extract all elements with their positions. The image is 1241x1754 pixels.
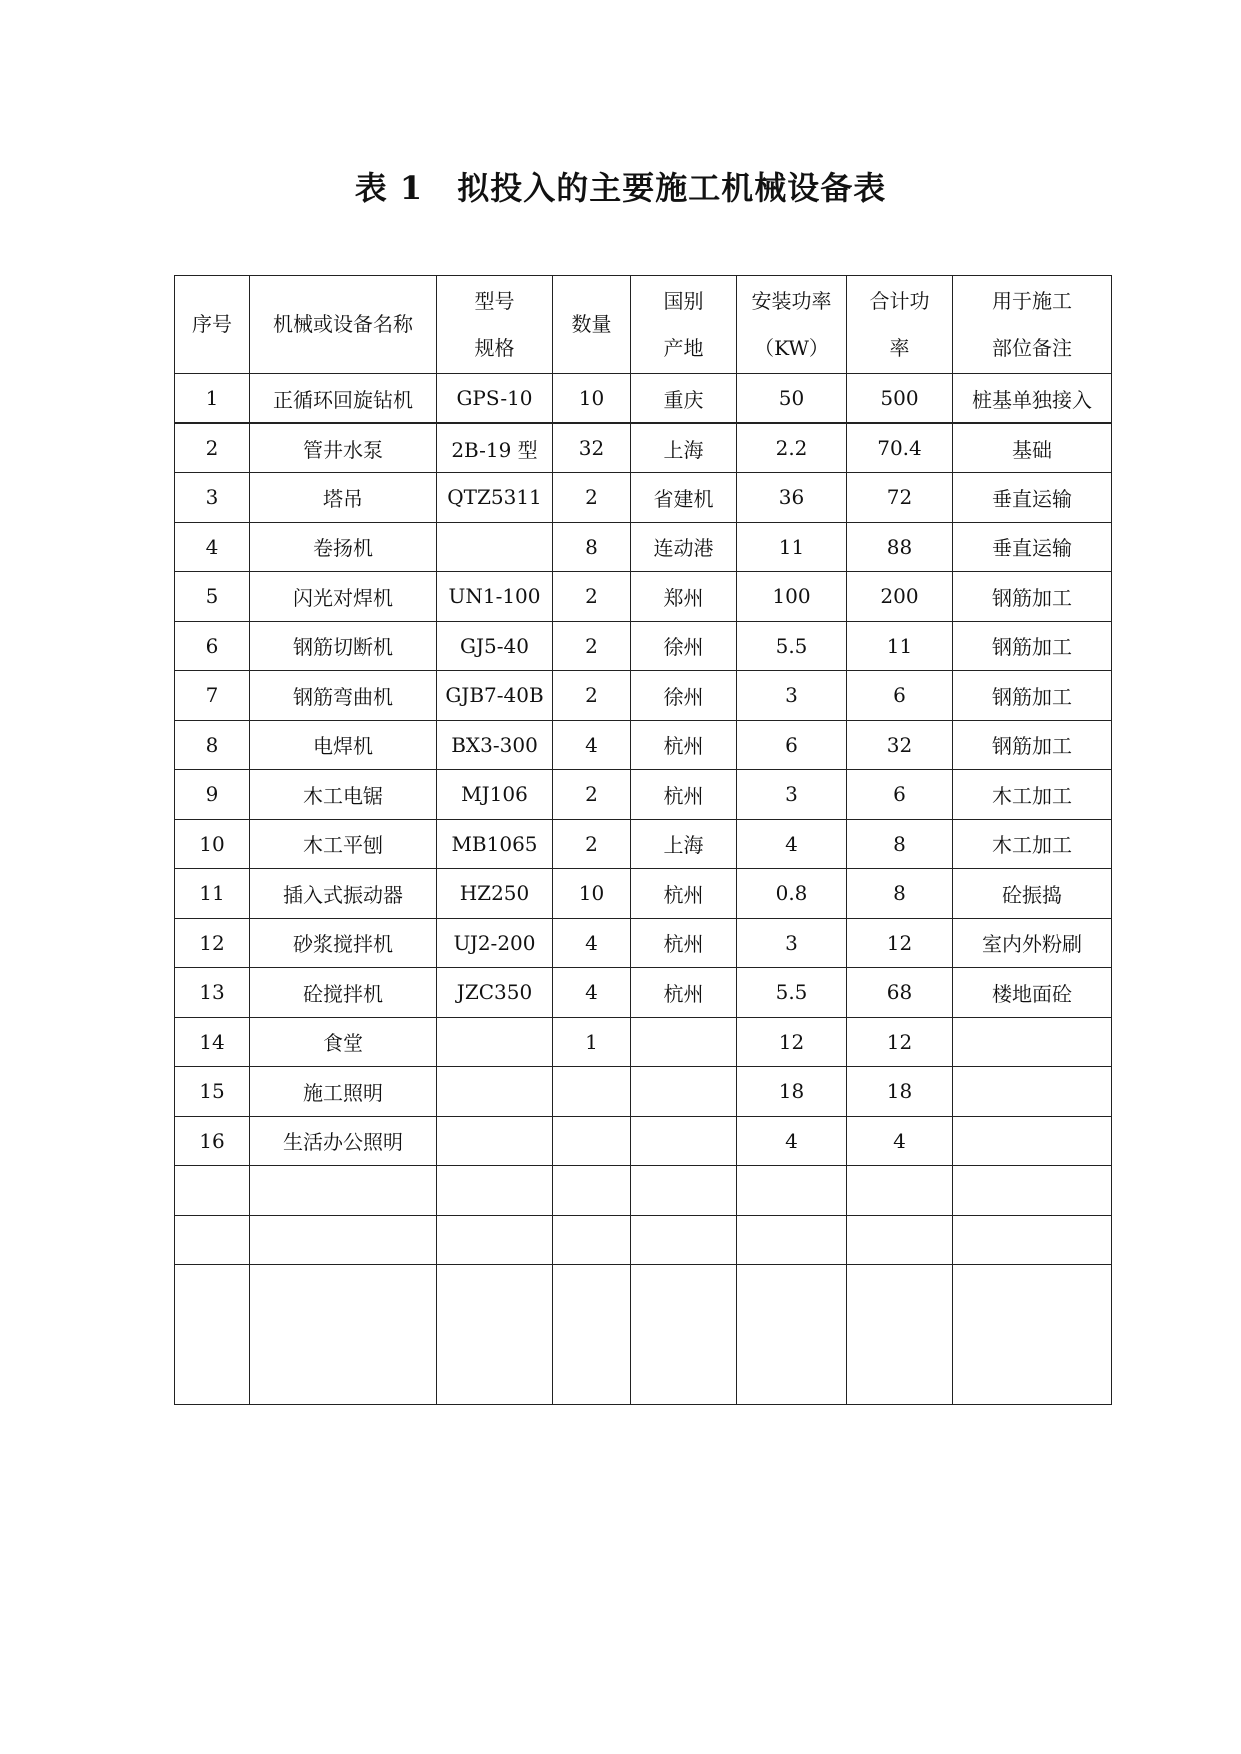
table-row <box>175 621 1112 671</box>
cell-quantity <box>553 1116 631 1166</box>
cell-note: 钢筋加工 <box>953 720 1112 770</box>
equipment-table <box>174 275 1112 1405</box>
cell-name: 正循环回旋钻机 <box>250 374 437 424</box>
cell-name: 塔吊 <box>250 473 437 523</box>
table-row <box>175 1017 1112 1067</box>
cell-name: 钢筋弯曲机 <box>250 671 437 721</box>
cell-power: 2.2 <box>737 423 847 473</box>
cell-quantity <box>553 1215 631 1265</box>
cell-name <box>250 1265 437 1405</box>
table-row <box>175 473 1112 523</box>
cell-index: 4 <box>175 522 250 572</box>
header-total-power: 合计功 率 <box>847 276 953 374</box>
cell-model: GJ5-40 <box>437 621 553 671</box>
cell-index <box>175 1215 250 1265</box>
cell-name: 生活办公照明 <box>250 1116 437 1166</box>
cell-total-power: 4 <box>847 1116 953 1166</box>
cell-model: GJB7-40B <box>437 671 553 721</box>
cell-quantity: 4 <box>553 720 631 770</box>
table-row <box>175 1215 1112 1265</box>
cell-model <box>437 1017 553 1067</box>
cell-note: 砼振捣 <box>953 869 1112 919</box>
table-row <box>175 869 1112 919</box>
cell-origin <box>631 1116 737 1166</box>
cell-index <box>175 1166 250 1216</box>
cell-power: 3 <box>737 770 847 820</box>
table-row <box>175 1067 1112 1117</box>
cell-name <box>250 1215 437 1265</box>
cell-power: 5.5 <box>737 968 847 1018</box>
cell-model: GPS-10 <box>437 374 553 424</box>
table-row <box>175 968 1112 1018</box>
cell-origin: 徐州 <box>631 621 737 671</box>
cell-note: 钢筋加工 <box>953 572 1112 622</box>
table-row <box>175 572 1112 622</box>
cell-origin: 上海 <box>631 423 737 473</box>
header-origin: 国别 产地 <box>631 276 737 374</box>
table-row <box>175 522 1112 572</box>
cell-name: 卷扬机 <box>250 522 437 572</box>
cell-model: QTZ5311 <box>437 473 553 523</box>
cell-index: 5 <box>175 572 250 622</box>
header-index: 序号 <box>175 276 250 374</box>
cell-quantity <box>553 1166 631 1216</box>
cell-note <box>953 1265 1112 1405</box>
cell-index: 7 <box>175 671 250 721</box>
cell-name: 插入式振动器 <box>250 869 437 919</box>
cell-total-power: 18 <box>847 1067 953 1117</box>
cell-power: 6 <box>737 720 847 770</box>
table-row <box>175 423 1112 473</box>
cell-total-power: 12 <box>847 1017 953 1067</box>
table-row <box>175 819 1112 869</box>
cell-index: 12 <box>175 918 250 968</box>
cell-power: 18 <box>737 1067 847 1117</box>
cell-total-power: 8 <box>847 869 953 919</box>
header-note: 用于施工 部位备注 <box>953 276 1112 374</box>
cell-model: UN1-100 <box>437 572 553 622</box>
cell-name: 木工平刨 <box>250 819 437 869</box>
cell-note <box>953 1017 1112 1067</box>
cell-power: 5.5 <box>737 621 847 671</box>
cell-power <box>737 1166 847 1216</box>
cell-index: 2 <box>175 423 250 473</box>
cell-index: 9 <box>175 770 250 820</box>
table-row <box>175 1166 1112 1216</box>
cell-model <box>437 1067 553 1117</box>
cell-note: 木工加工 <box>953 770 1112 820</box>
cell-name: 木工电锯 <box>250 770 437 820</box>
cell-origin: 连动港 <box>631 522 737 572</box>
cell-total-power: 6 <box>847 770 953 820</box>
cell-quantity: 4 <box>553 968 631 1018</box>
cell-model: UJ2-200 <box>437 918 553 968</box>
cell-origin: 郑州 <box>631 572 737 622</box>
cell-power: 3 <box>737 918 847 968</box>
table-row <box>175 671 1112 721</box>
cell-power: 3 <box>737 671 847 721</box>
cell-index: 14 <box>175 1017 250 1067</box>
cell-index: 8 <box>175 720 250 770</box>
table-number: 表 1 <box>354 169 424 207</box>
cell-power: 4 <box>737 1116 847 1166</box>
cell-name: 电焊机 <box>250 720 437 770</box>
cell-name: 砼搅拌机 <box>250 968 437 1018</box>
cell-total-power: 88 <box>847 522 953 572</box>
cell-model: MB1065 <box>437 819 553 869</box>
cell-origin <box>631 1215 737 1265</box>
cell-quantity: 10 <box>553 869 631 919</box>
table-row <box>175 374 1112 424</box>
cell-quantity <box>553 1265 631 1405</box>
table-title-text: 拟投入的主要施工机械设备表 <box>457 169 887 207</box>
cell-model <box>437 1116 553 1166</box>
cell-index: 16 <box>175 1116 250 1166</box>
cell-index: 1 <box>175 374 250 424</box>
cell-origin <box>631 1017 737 1067</box>
cell-name <box>250 1166 437 1216</box>
cell-index <box>175 1265 250 1405</box>
cell-total-power: 8 <box>847 819 953 869</box>
table-row <box>175 770 1112 820</box>
cell-quantity: 32 <box>553 423 631 473</box>
cell-total-power: 72 <box>847 473 953 523</box>
header-quantity: 数量 <box>553 276 631 374</box>
cell-note <box>953 1067 1112 1117</box>
cell-total-power: 68 <box>847 968 953 1018</box>
cell-note <box>953 1166 1112 1216</box>
cell-model: JZC350 <box>437 968 553 1018</box>
cell-origin <box>631 1067 737 1117</box>
cell-model <box>437 522 553 572</box>
cell-name: 施工照明 <box>250 1067 437 1117</box>
cell-total-power <box>847 1265 953 1405</box>
header-name: 机械或设备名称 <box>250 276 437 374</box>
cell-name: 钢筋切断机 <box>250 621 437 671</box>
table-body <box>175 374 1112 1405</box>
cell-power: 11 <box>737 522 847 572</box>
cell-origin: 杭州 <box>631 720 737 770</box>
cell-name: 食堂 <box>250 1017 437 1067</box>
cell-origin: 杭州 <box>631 770 737 820</box>
cell-index: 15 <box>175 1067 250 1117</box>
cell-index: 13 <box>175 968 250 1018</box>
cell-note: 桩基单独接入 <box>953 374 1112 424</box>
cell-model <box>437 1215 553 1265</box>
cell-power: 100 <box>737 572 847 622</box>
cell-quantity: 2 <box>553 621 631 671</box>
cell-quantity: 8 <box>553 522 631 572</box>
cell-origin: 重庆 <box>631 374 737 424</box>
cell-power: 50 <box>737 374 847 424</box>
cell-quantity: 2 <box>553 473 631 523</box>
cell-note: 楼地面砼 <box>953 968 1112 1018</box>
cell-total-power: 6 <box>847 671 953 721</box>
cell-note: 基础 <box>953 423 1112 473</box>
cell-model <box>437 1166 553 1216</box>
header-power: 安装功率 （KW） <box>737 276 847 374</box>
cell-name: 闪光对焊机 <box>250 572 437 622</box>
cell-name: 管井水泵 <box>250 423 437 473</box>
table-row <box>175 1265 1112 1405</box>
cell-quantity: 2 <box>553 819 631 869</box>
cell-note: 垂直运输 <box>953 522 1112 572</box>
cell-quantity <box>553 1067 631 1117</box>
cell-total-power: 200 <box>847 572 953 622</box>
cell-note: 室内外粉刷 <box>953 918 1112 968</box>
cell-model <box>437 1265 553 1405</box>
cell-index: 11 <box>175 869 250 919</box>
table-row <box>175 1116 1112 1166</box>
cell-quantity: 2 <box>553 572 631 622</box>
cell-quantity: 2 <box>553 671 631 721</box>
cell-power: 0.8 <box>737 869 847 919</box>
cell-index: 10 <box>175 819 250 869</box>
cell-note <box>953 1215 1112 1265</box>
cell-note: 钢筋加工 <box>953 671 1112 721</box>
cell-power: 36 <box>737 473 847 523</box>
cell-total-power: 12 <box>847 918 953 968</box>
table-row <box>175 720 1112 770</box>
cell-note: 垂直运输 <box>953 473 1112 523</box>
cell-origin <box>631 1166 737 1216</box>
cell-total-power: 70.4 <box>847 423 953 473</box>
cell-index: 6 <box>175 621 250 671</box>
cell-quantity: 2 <box>553 770 631 820</box>
cell-origin <box>631 1265 737 1405</box>
cell-model: 2B-19 型 <box>437 423 553 473</box>
cell-model: BX3-300 <box>437 720 553 770</box>
cell-origin: 杭州 <box>631 918 737 968</box>
cell-power: 12 <box>737 1017 847 1067</box>
header-model: 型号 规格 <box>437 276 553 374</box>
cell-origin: 省建机 <box>631 473 737 523</box>
cell-origin: 杭州 <box>631 869 737 919</box>
cell-index: 3 <box>175 473 250 523</box>
cell-total-power: 500 <box>847 374 953 424</box>
cell-name: 砂浆搅拌机 <box>250 918 437 968</box>
cell-note: 钢筋加工 <box>953 621 1112 671</box>
cell-power <box>737 1265 847 1405</box>
cell-origin: 上海 <box>631 819 737 869</box>
cell-origin: 徐州 <box>631 671 737 721</box>
cell-origin: 杭州 <box>631 968 737 1018</box>
table-row <box>175 918 1112 968</box>
header-row <box>175 276 1112 374</box>
cell-model: MJ106 <box>437 770 553 820</box>
cell-model: HZ250 <box>437 869 553 919</box>
cell-power: 4 <box>737 819 847 869</box>
cell-total-power <box>847 1166 953 1216</box>
cell-quantity: 4 <box>553 918 631 968</box>
page-title <box>0 168 1241 208</box>
cell-quantity: 1 <box>553 1017 631 1067</box>
cell-quantity: 10 <box>553 374 631 424</box>
cell-note: 木工加工 <box>953 819 1112 869</box>
cell-total-power: 11 <box>847 621 953 671</box>
cell-total-power <box>847 1215 953 1265</box>
cell-note <box>953 1116 1112 1166</box>
cell-power <box>737 1215 847 1265</box>
cell-total-power: 32 <box>847 720 953 770</box>
